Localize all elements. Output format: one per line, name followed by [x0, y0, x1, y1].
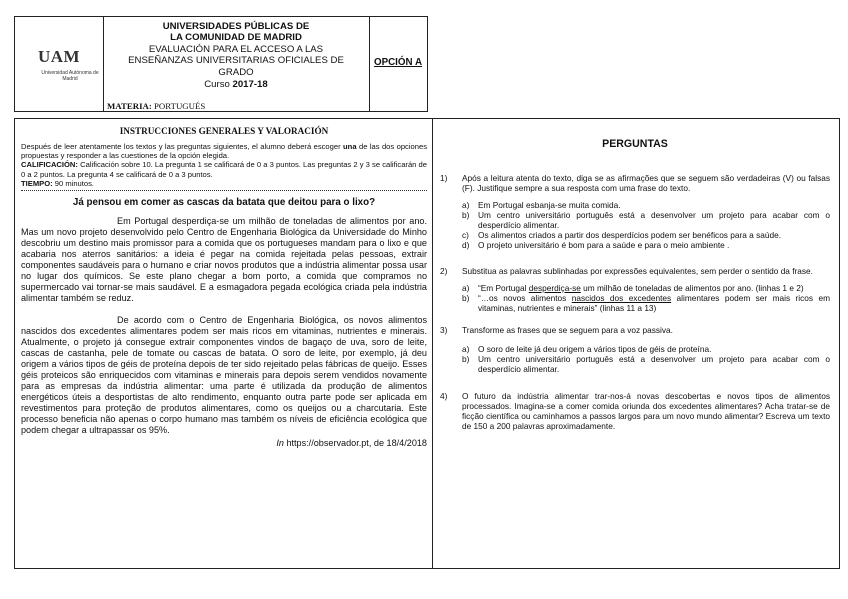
question-number: 4) [440, 391, 448, 401]
header-line-2: LA COMUNIDAD DE MADRID [170, 32, 302, 43]
source-in: In [276, 438, 284, 449]
item-letter: a) [462, 344, 470, 354]
instructions-title: INSTRUCCIONES GENERALES Y VALORACIÓN [119, 126, 329, 136]
course-line [103, 79, 369, 90]
header-line-3: EVALUACIÓN PARA EL ACCESO A LAS [148, 44, 324, 55]
instructions-p1b: una [343, 142, 357, 151]
question-text: O futuro da indústria alimentar trar-nos-á novas descobertas e novos tipos de alimentos processados. Imagina-se a comer comida oriunda dos excedentes alimentares? Acha tratar-se de ficção científica ou caminhamos a passos largos para um novo mundo alimentar? Escreva um texto de 150 a 200 palavras aproximadamente. [462, 391, 830, 431]
item-letter: b) [462, 354, 470, 364]
item-text: Em Portugal esbanja-se muita comida. [478, 200, 621, 210]
logo-mark: UAM [37, 47, 81, 66]
item-text: O soro de leite já deu origem a vários tipos de géis de proteína. [478, 344, 712, 354]
q3-item [462, 354, 830, 374]
article-title: Já pensou em comer as cascas da batata que deitou para o lixo? [72, 197, 376, 209]
question-number: 1) [440, 173, 448, 183]
item-text [478, 293, 830, 313]
article-paragraph-1: Em Portugal desperdiça-se um milhão de toneladas de alimentos por ano. Mas um novo projeto desenvolvido pelo Centro de Engenharia Biológica da Universidade do Minho descobriu um destino mais promissor para a comida que os portugueses mandam para o lixo e que acabaria nos aterros sanitários: a ideia é pegar na comida rejeitada pelas pessoas, extrair componentes saudáveis para o humano e criar novos produtos que a indústria alimentar possa usar no lugar dos químicos. Se este plano chegar a bom porto, a comida que compramos no supermercado vai tornar-se mais saudável. E a esmagadora pegada ecológica criada pela indústria alimentar também se reduz. [21, 216, 427, 304]
course-year: 2017-18 [232, 79, 268, 90]
calification-label: CALIFICACIÓN: [21, 160, 78, 170]
header-line-1: UNIVERSIDADES PÚBLICAS DE [162, 21, 310, 32]
question-text: Substitua as palavras sublinhadas por expressões equivalentes, sem perder o sentido da frase. [462, 266, 813, 276]
instructions-p1a: Después de leer atentamente los textos y las preguntas siguientes, el alumno deberá escoger [21, 142, 341, 151]
question-text: Transforme as frases que se seguem para a voz passiva. [462, 325, 673, 335]
item-text-post: alimentares podem ser mais ricos em vitaminas, nutrientes e minerais” (linhas 11 a 13) [478, 293, 830, 313]
item-text-post: um milhão de toneladas de alimentos por ano. (linhas 1 e 2) [580, 283, 804, 293]
q1-item [462, 200, 830, 210]
header-title-block [103, 17, 370, 111]
q1-item [462, 240, 830, 250]
q1-item [462, 230, 830, 240]
instructions-p1c: de las dos opciones propuestas y responder a las cuestiones de la opción elegida. [21, 142, 427, 161]
item-text-pre: “…os novos alimentos [478, 293, 572, 303]
subject-label: MATERIA: [107, 101, 152, 111]
header-line-4: ENSEÑANZAS UNIVERSITARIAS OFICIALES DE [128, 55, 344, 66]
item-text: Os alimentos criados a partir dos desperdícios podem ser benéficos para a saúde. [478, 230, 781, 240]
q2-item [462, 293, 830, 313]
question-text: Após a leitura atenta do texto, diga se as afirmações que se seguem são verdadeiras (V) ou falsas (F). Justifique sempre a sua resposta com uma frase do texto. [462, 173, 830, 193]
exam-header [14, 16, 428, 112]
item-text: Um centro universitário português está a desenvolver um projeto para acabar com o desperdício alimentar. [478, 210, 830, 230]
dotted-separator [21, 190, 427, 191]
question-2 [440, 266, 830, 276]
course-label: Curso [204, 79, 230, 90]
item-letter: a) [462, 200, 470, 210]
header-line-5: GRADO [218, 67, 254, 78]
item-text: O projeto universitário é bom para a saúde e para o meio ambiente . [478, 240, 730, 250]
question-1 [440, 173, 830, 193]
underlined-phrase: desperdiça-se [528, 283, 581, 293]
questions-title: PERGUNTAS [602, 138, 668, 150]
option-label: OPCIÓN A [373, 57, 423, 68]
instructions-text [21, 142, 427, 188]
underlined-phrase: nascidos dos excedentes [571, 293, 672, 303]
source-text: https://observador.pt, de 18/4/2018 [286, 438, 427, 449]
article-paragraph-2: De acordo com o Centro de Engenharia Biológica, os novos alimentos nascidos dos excedentes alimentares podem ser mais ricos em vitaminas, nutrientes e minerais. Atualmente, o projeto já consegue extrair componentes vindos de bagaço de uva, soro de leite, cascas de castanha, pele de tomate ou cascas de batata. O soro de leite, por exemplo, já deu origem a vários tipos de géis de proteína depois de ter sido rejeitado pelas fábricas de queijo. Esses géis proteicos são enriquecidos com vitaminas e minerais para depois serem vendidos novamente para as empresas da indústria alimentar: uma parte é utilizada da produção de alimentos energéticos úteis a desportistas de alto rendimento, enquanto outra parte pode ser aplicada em revestimentos para proteção de produtos alimentares, como os queijos ou a charcutaria. Este processo beneficia não apenas o corpo humano mas também os níveis de eficiência ecológica que podem chegar a ultrapassar os 95%. [21, 315, 427, 436]
item-text [478, 283, 830, 293]
question-number: 3) [440, 325, 448, 335]
item-letter: b) [462, 293, 470, 303]
question-number: 2) [440, 266, 448, 276]
subject-line [107, 101, 205, 111]
item-letter: b) [462, 210, 470, 220]
q1-item [462, 210, 830, 230]
calification-text: Calificación sobre 10. La pregunta 1 se calificará de 0 a 3 puntos. Las preguntas 2 y 3 se calificarán de 0 a 2 puntos. La pregunta 4 se calificará de 0 a 3 puntos. [21, 160, 427, 179]
university-logo [15, 17, 104, 111]
left-column [21, 124, 427, 448]
item-letter: c) [462, 230, 469, 240]
article-source [21, 438, 427, 448]
question-4 [440, 391, 830, 431]
time-label: TIEMPO: [21, 178, 53, 188]
option-box [369, 17, 427, 111]
question-3 [440, 325, 830, 335]
subject-value: PORTUGUÉS [154, 101, 206, 111]
item-text-pre: “Em Portugal [478, 283, 529, 293]
item-text: Um centro universitário português está a desenvolver um projeto para acabar com o desperdício alimentar. [478, 354, 830, 374]
right-column [440, 124, 830, 431]
item-letter: a) [462, 283, 470, 293]
q3-item [462, 344, 830, 354]
item-letter: d) [462, 240, 470, 250]
column-divider [432, 118, 433, 569]
logo-subtitle: Universidad Autónoma de Madrid [41, 70, 99, 82]
time-text: 90 minutos. [54, 178, 95, 188]
q2-item [462, 283, 830, 293]
